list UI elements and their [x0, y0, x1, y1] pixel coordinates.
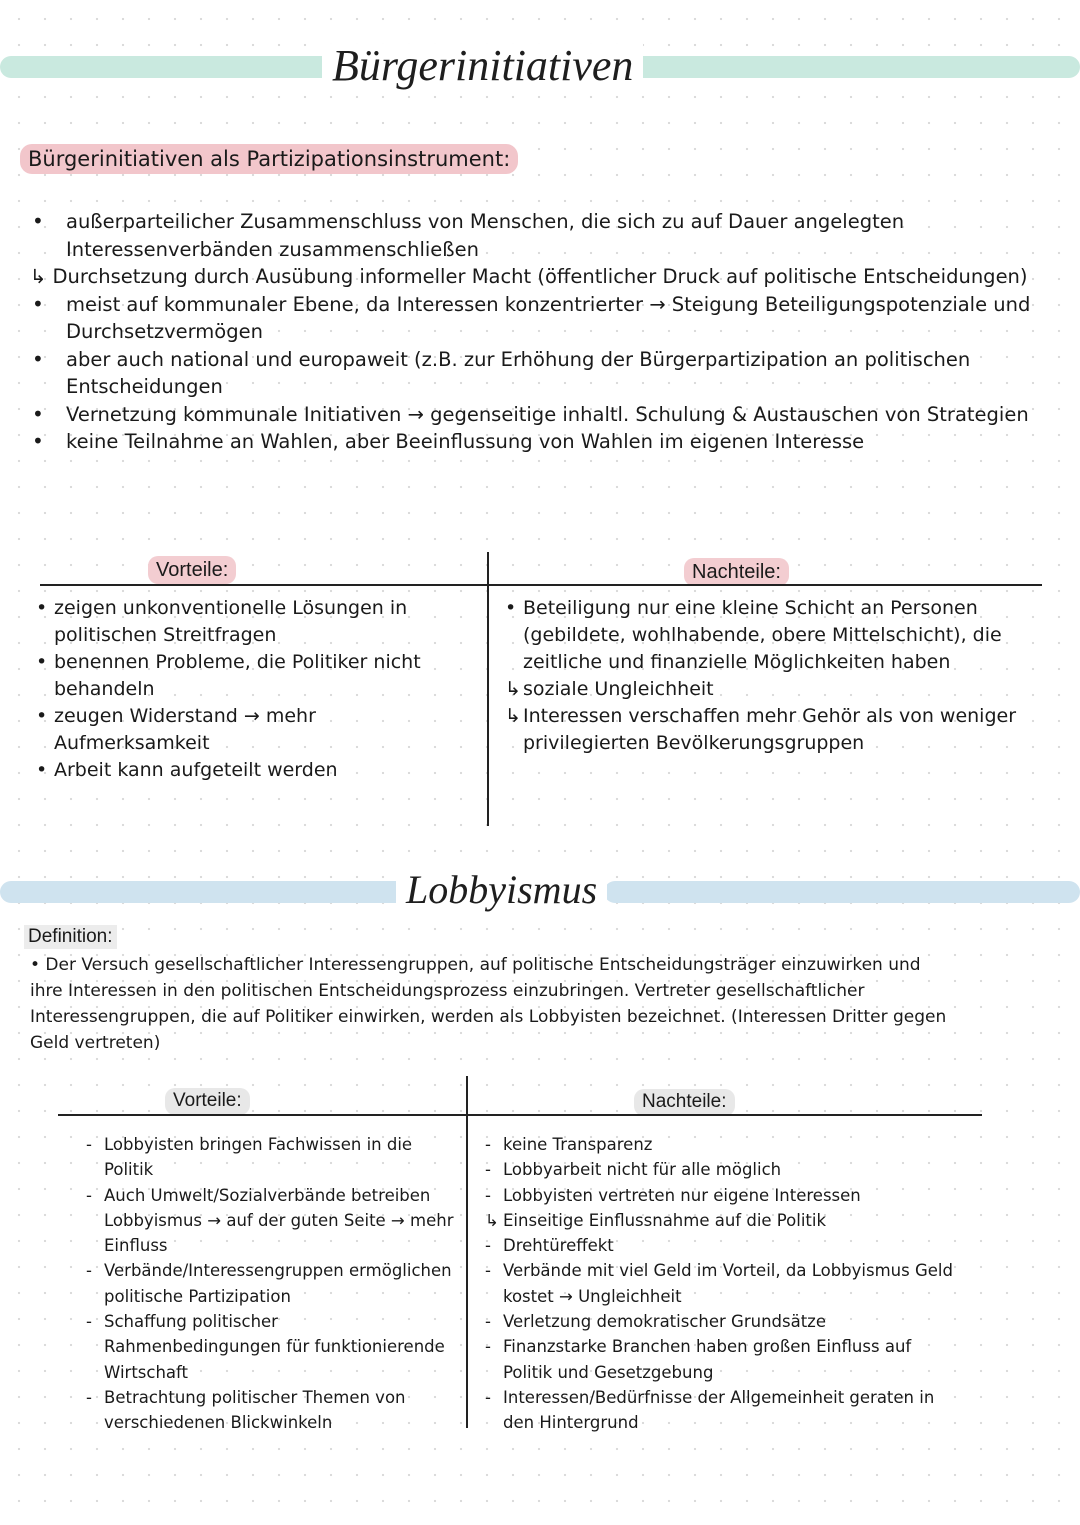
lobby-cons-item: - Lobbyarbeit nicht für alle möglich	[485, 1157, 965, 1182]
bullet-item: • außerparteilicher Zusammenschluss von Menschen, die sich zu auf Dauer angelegten Interessenverbänden zusammenschließen	[30, 208, 1055, 263]
bullet-item: • aber auch national und europaweit (z.B. zur Erhöhung der Bürgerpartizipation an politischen Entscheidungen	[30, 346, 1055, 401]
lobby-pros-cons-separator	[466, 1076, 468, 1428]
section-title-buergerinitiativen: Bürgerinitiativen	[322, 44, 643, 88]
pros-item: • Arbeit kann aufgeteilt werden	[36, 757, 476, 784]
lobby-cons-item: - Lobbyisten vertreten nur eigene Interessen	[485, 1183, 965, 1208]
lobby-cons-item: - Finanzstarke Branchen haben großen Einfluss auf Politik und Gesetzgebung	[485, 1334, 965, 1385]
lobby-cons-list	[485, 1132, 965, 1436]
lobby-band-right	[604, 881, 1080, 903]
pros-list	[36, 595, 476, 784]
pros-label: Vorteile:	[148, 556, 236, 584]
lobby-cons-item: ↳ Einseitige Einflussnahme auf die Politik	[485, 1208, 965, 1233]
lobby-pros-item: - Auch Umwelt/Sozialverbände betreiben Lobbyismus → auf der guten Seite → mehr Einfluss	[86, 1183, 458, 1259]
cons-item: ↳ Interessen verschaffen mehr Gehör als von weniger privilegierten Bevölkerungsgruppen	[505, 703, 1050, 757]
pros-item: • benennen Probleme, die Politiker nicht behandeln	[36, 649, 476, 703]
lobby-band-left	[0, 881, 420, 903]
lobby-pros-item: - Betrachtung politischer Themen von verschiedenen Blickwinkeln	[86, 1385, 458, 1436]
lobby-cons-label: Nachteile:	[634, 1089, 735, 1116]
lobby-pros-item: - Schaffung politischer Rahmenbedingungen für funktionierende Wirtschaft	[86, 1309, 458, 1385]
bullet-item: • keine Teilnahme an Wahlen, aber Beeinflussung von Wahlen im eigenen Interesse	[30, 428, 1055, 456]
lobby-cons-item: - Verbände mit viel Geld im Vorteil, da Lobbyismus Geld kostet → Ungleichheit	[485, 1258, 965, 1309]
cons-label: Nachteile:	[684, 558, 789, 586]
bullet-item: • Vernetzung kommunale Initiativen → gegenseitige inhaltl. Schulung & Austauschen von Strategien	[30, 401, 1055, 429]
cons-item: • Beteiligung nur eine kleine Schicht an Personen (gebildete, wohlhabende, obere Mittelschicht), die zeitliche und finanzielle Möglichkeiten haben	[505, 595, 1050, 676]
title-band-right	[620, 56, 1080, 78]
pros-item: • zeigen unkonventionelle Lösungen in politischen Streitfragen	[36, 595, 476, 649]
title-band-left	[0, 56, 340, 78]
cons-list	[505, 595, 1050, 757]
lobby-cons-item: - Verletzung demokratischer Grundsätze	[485, 1309, 965, 1334]
lobby-pros-item: - Lobbyisten bringen Fachwissen in die Politik	[86, 1132, 458, 1183]
lobby-cons-item: - keine Transparenz	[485, 1132, 965, 1157]
pros-item: • zeugen Widerstand → mehr Aufmerksamkeit	[36, 703, 476, 757]
lobby-pros-item: - Verbände/Interessengruppen ermöglichen politische Partizipation	[86, 1258, 458, 1309]
lobby-pros-label: Vorteile:	[165, 1088, 250, 1115]
section-heading-partizipation: Bürgerinitiativen als Partizipationsinstrument:	[20, 144, 518, 174]
lobby-pros-list	[86, 1132, 458, 1436]
buergerinitiativen-bullet-list	[30, 208, 1055, 456]
cons-item: ↳ soziale Ungleichheit	[505, 676, 1050, 703]
definition-label: Definition:	[24, 925, 117, 949]
definition-text: • Der Versuch gesellschaftlicher Interessengruppen, auf politische Entscheidungsträger einzuwirken und ihre Interessen in den politischen Entscheidungsprozess einzubringen. Vertreter gesellschaftlicher Interessengruppen, die auf Politiker einwirken, werden als Lobbyisten bezeichnet. (Interessen Dritter gegen Geld vertreten)	[30, 955, 947, 1053]
lobby-cons-item: - Drehtüreffekt	[485, 1233, 965, 1258]
pros-cons-separator	[487, 552, 489, 826]
bullet-item: • meist auf kommunaler Ebene, da Interessen konzentrierter → Steigung Beteiligungspotenziale und Durchsetzvermögen	[30, 291, 1055, 346]
pros-cons-divider	[40, 584, 1042, 586]
lobby-cons-item: - Interessen/Bedürfnisse der Allgemeinheit geraten in den Hintergrund	[485, 1385, 965, 1436]
section-title-lobbyismus: Lobbyismus	[396, 870, 607, 910]
bullet-item: ↳ Durchsetzung durch Ausübung informeller Macht (öffentlicher Druck auf politische Entscheidungen)	[30, 265, 1028, 288]
lobby-pros-cons-divider	[58, 1114, 982, 1116]
